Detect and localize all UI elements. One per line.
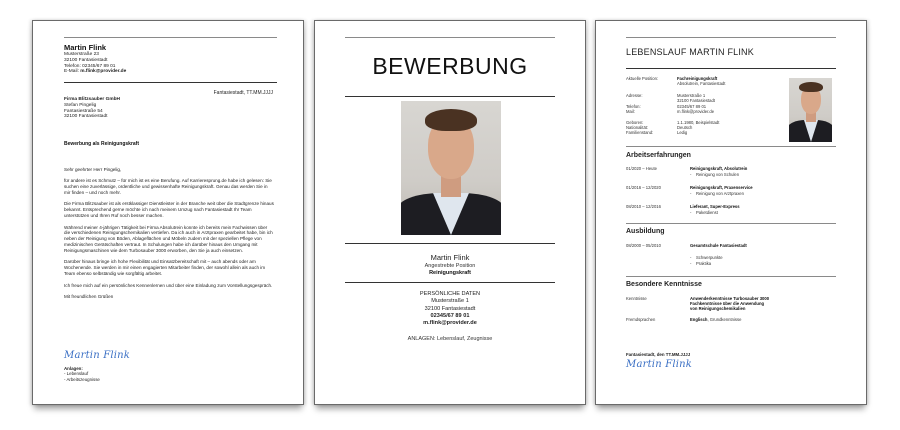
- divider: [64, 37, 277, 38]
- cover-attachments: ANLAGEN: Lebenslauf, Zeugnisse: [407, 336, 493, 342]
- divider: [626, 223, 836, 224]
- education-heading: Ausbildung: [626, 228, 665, 235]
- salutation: Sehr geehrter Herr Pingelig,: [64, 167, 122, 172]
- closing: Mit freundlichen Grüßen: [64, 293, 114, 299]
- cv-signature: Martin Flink: [626, 359, 693, 370]
- applicant-name: Martin Flink: [430, 253, 470, 262]
- paragraph: Ich freue mich auf ein persönliches Kennenlernen und über eine Einladung zum Vorstellungsgespräch.: [64, 282, 273, 288]
- divider: [345, 37, 555, 38]
- cover-title: BEWERBUNG: [372, 53, 528, 79]
- sender-name: Martin Flink: [64, 43, 107, 52]
- attachments-list: Anlagen: - Lebenslauf - Arbeitszeugnisse: [64, 366, 100, 382]
- divider: [626, 68, 836, 69]
- letter-subject: Bewerbung als Reinigungskraft: [64, 141, 140, 147]
- sender-email: m.flink@provider.de: [80, 69, 127, 75]
- signature: Martin Flink: [64, 350, 131, 361]
- personal-info: Aktuelle Position: Fachreinigungskraft Absolutrein, Fantasiestadt Adresse: Musterstraße 1 32100 Fantasiestadt Telefon: 02345/67 89 01 Mail: m.flink@provider.de Geboren: 1.1.1980, Beispielstadt Nationalität: Deutsch Familienstand: Ledig: [626, 76, 726, 135]
- personal-data: PERSÖNLICHE DATEN Musterstraße 1 32100 Fantasiestadt 02345/67 89 01 m.flink@provider.de: [419, 291, 481, 327]
- cv-page: LEBENSLAUF MARTIN FLINK Aktuelle Position: Fachreinigungskraft Absolutrein, Fantasiestadt Adresse: Musterstraße 1 32100 Fantasiestadt Telefon: 02345/67 89 01 Mail: m.flink@provider.de Geboren: 1.1.1980, Beispielstadt Nationalität: Deutsch Familienstand: Ledig Arbeitserfahrungen 01/2020 – Heute Reinigungskraft, Absolutrein - Reinigung von Schulen 01/2016 – 12/2020 Reinigungskraft, Praxenservice - Reinigung von Arztpraxen 08/2010 – 12/2016 Lieferant, Super-Express - Paketdienst Ausbildung 08/2000 – 05/2010 Gesamtschule Fantasiestadt - Schwerpunkte - Praktika Besondere Kenntnisse Kenntnisse Anwenderkenntnisse Turbosauber 3000 Fachkenntnisse über die Anwendung von Reinigungschemikalien Fremdsprachen Englisch, Grundkenntnisse Fantasiestadt, den TT.MM.JJJJ Martin Flink: [595, 20, 867, 405]
- skills-heading: Besondere Kenntnisse: [626, 281, 702, 288]
- divider: [345, 282, 555, 283]
- divider: [345, 243, 555, 244]
- divider: [626, 146, 836, 147]
- place-date: Fantasiestadt, TT.MM.JJJJ: [213, 90, 273, 96]
- cv-photo: [789, 78, 832, 142]
- divider: [64, 82, 277, 83]
- cover-sheet-page: [314, 20, 586, 405]
- cover-letter-page: [32, 20, 304, 405]
- divider: [345, 96, 555, 97]
- recipient-address: Firma Blitzsauber GmbH Stefan Pingelig Fantasiestraße 54 32100 Fantasiestadt: [64, 97, 120, 120]
- paragraph: Darüber hinaus bringe ich hohe Flexibilität und Einsatzbereitschaft mit – auch abends oder am Wochenende. Sie werden in mir einen engagierten Mitarbeiter finden, der sowohl allein als auch im Team ebenso selbständig wie sorgfältig arbeitet.: [64, 259, 266, 277]
- paragraph: für andere ist es Schmutz – für mich ist es eine Berufung. Auf Karrieresprung.de habe ich gelesen: Sie suchen eine zuverlässige, ordentliche und gewissenhafte Reinigungskraft. Genau das werden Sie in mir finden – und noch mehr.: [64, 178, 272, 196]
- cv-place-date: Fantasiestadt, den TT.MM.JJJJ: [626, 352, 691, 357]
- position-label: Angestrebte Position: [424, 263, 476, 269]
- experience-heading: Arbeitserfahrungen: [626, 152, 691, 159]
- paragraph: Während meiner 4-jährigen Tätigkeit bei Firma Absolutrein konnte ich bereits mein Fachwissen über die verschiedenen Reinigungschemikalien vertiefen. Da ich auch in Arztpraxen gearbeitet habe, bin ich neben der Reinigung von Böden, Ablageflächen und Möbeln zudem mit der speziellen Pflege von medizinischen Gerätschaften vertraut. In Schulungen habe ich darüber hinaus den Umgang mit Reinigungsmaschinen wie dem Turbosauber 3000 erworben, den Sie ja auch einsetzen.: [64, 224, 273, 254]
- divider: [626, 37, 836, 38]
- letter-body: [64, 167, 274, 305]
- cv-title: LEBENSLAUF MARTIN FLINK: [626, 47, 754, 57]
- divider: [626, 276, 836, 277]
- applicant-photo: [401, 101, 501, 235]
- paragraph: Die Firma Blitzsauber ist als erstklassiger Dienstleister in der Branche weit über die Stadtgrenze hinaus bekannt. Entsprechend gerne möchte ich nach meinem Umzug nach Fantasiestadt Ihr Team unterstützen und Ihren Ruf noch besser machen.: [64, 201, 274, 219]
- sender-address: Musterstraße 23 32100 Fantasiestadt Telefon: 02345/67 89 01 E-Mail: m.flink@provider.de: [64, 52, 127, 75]
- target-position: Reinigungskraft: [429, 270, 471, 276]
